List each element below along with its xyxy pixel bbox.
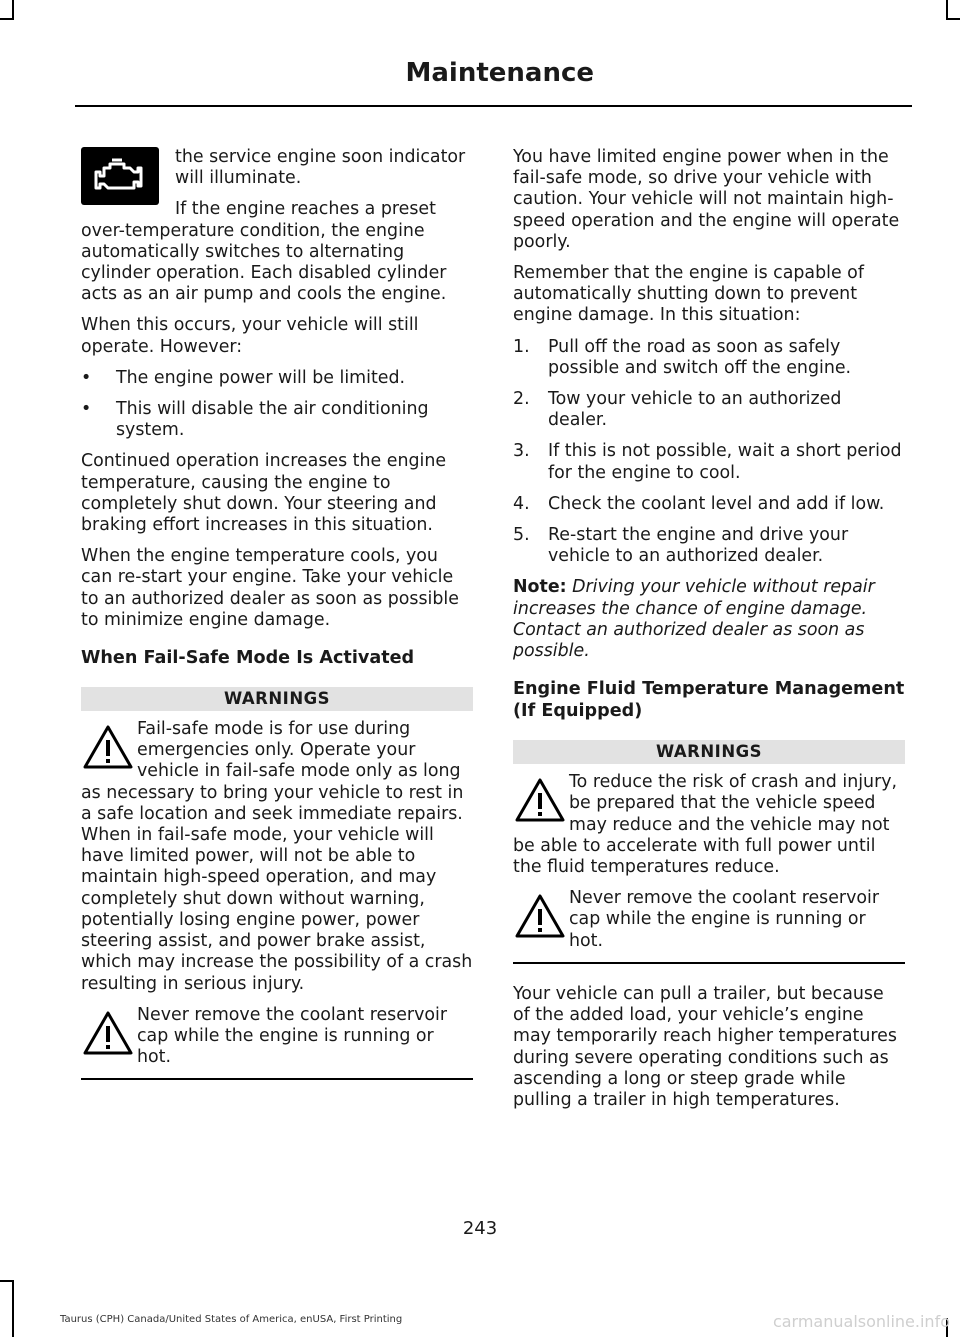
warning-block [513,888,905,952]
section-rule [81,1078,473,1080]
section-rule [513,962,905,964]
step-number: 2. [513,389,530,410]
crop-mark [12,0,14,20]
step-item [513,441,905,483]
warning-text: Never remove the coolant reservoir cap while the engine is running or hot. [137,1004,447,1068]
step-text: If this is not possible, wait a short period for the engine to cool. [548,441,902,483]
warning-triangle-icon [513,776,569,826]
step-number: 3. [513,441,530,462]
step-item [513,337,905,379]
warning-triangle-icon [81,1009,137,1059]
crop-mark [0,1280,14,1282]
warning-triangle-icon [513,892,569,942]
note [513,577,905,662]
step-number: 1. [513,336,530,357]
warning-block [81,1005,473,1069]
step-number: 4. [513,493,530,514]
step-item [513,494,905,515]
step-text: Pull off the road as soon as safely possible and switch off the engine. [548,336,852,378]
section-heading: Engine Fluid Temperature Management (If Equipped) [513,679,905,722]
list-item [81,399,473,441]
warning-text: To reduce the risk of crash and injury, be prepared that the vehicle speed may reduce and the vehicle may not be able to accelerate with full power until the fluid temperatures reduce. [513,772,898,878]
step-text: Check the coolant level and add if low. [548,493,885,514]
paragraph: When the engine temperature cools, you can re-start your engine. Take your vehicle to an authorized dealer as soon as possible to minimize engine damage. [81,546,459,630]
warning-text: Never remove the coolant reservoir cap while the engine is running or hot. [569,888,879,951]
warning-block [513,772,905,878]
paragraph: You have limited engine power when in the fail-safe mode, so drive your vehicle with caution. Your vehicle will not maintain high-speed operation and the engine will operate poorly. [513,147,900,252]
list-item [81,368,473,389]
warnings-header: WARNINGS [513,740,905,764]
paragraph: Your vehicle can pull a trailer, but because of the added load, your vehicle’s engine may temporarily reach higher temperatures during severe operating conditions such as ascending a long or steep grade while pulling a trailer in high temperatures. [513,983,897,1110]
step-item [513,389,905,431]
engine-indicator [81,147,175,205]
page-title: Maintenance [405,58,594,88]
step-text: Tow your vehicle to an authorized dealer. [548,389,842,431]
crop-mark [12,1280,14,1337]
warning-text: Fail-safe mode is for use during emergencies only. Operate your vehicle in fail-safe mode only as long as necessary to bring your vehicle to rest in a safe location and seek immediate repairs. When in fail-safe mode, your vehicle will have limited power, will not be able to maintain high-speed operation, and may completely shut down without warning, potentially losing engine power, power steering assist, and power brake assist, which may increase the possibility of a crash resulting in serious injury. [81,719,473,994]
left-column [81,147,473,1100]
list-item-text: This will disable the air conditioning system. [116,399,429,441]
crop-mark [946,18,960,20]
note-text: Driving your vehicle without repair increases the chance of engine damage. Contact an authorized dealer as soon as possible. [513,577,875,662]
watermark: carmanualsonline.info [772,1312,950,1331]
step-item [513,525,905,567]
right-column [513,147,905,1121]
bullet-mark: • [81,399,92,420]
list-item-text: The engine power will be limited. [116,367,406,388]
note-label: Note: [513,577,567,598]
check-engine-icon [81,147,159,205]
step-number: 5. [513,525,530,546]
paragraph: When this occurs, your vehicle will still operate. However: [81,315,419,357]
bullet-mark: • [81,367,92,388]
page-number: 243 [462,1218,498,1239]
step-text: Re-start the engine and drive your vehicle to an authorized dealer. [548,525,849,567]
paragraph: If the engine reaches a preset over-temperature condition, the engine automatically switches to alternating cylinder operation. Each disabled cylinder acts as an air pump and cools the engine. [81,199,447,305]
paragraph: the service engine soon indicator will illuminate. [175,147,466,189]
crop-mark [946,0,948,20]
paragraph: Remember that the engine is capable of automatically shutting down to prevent engine damage. In this situation: [513,263,864,326]
warnings-header: WARNINGS [81,687,473,711]
warning-block [81,719,473,995]
footer-imprint: Taurus (CPH) Canada/United States of America, enUSA, First Printing [60,1314,403,1325]
warning-triangle-icon [81,723,137,773]
header-rule [75,105,912,107]
section-heading: When Fail-Safe Mode Is Activated [81,648,415,669]
paragraph: Continued operation increases the engine temperature, causing the engine to completely shut down. Your steering and braking effort increases in this situation. [81,451,447,536]
crop-mark [0,18,14,20]
